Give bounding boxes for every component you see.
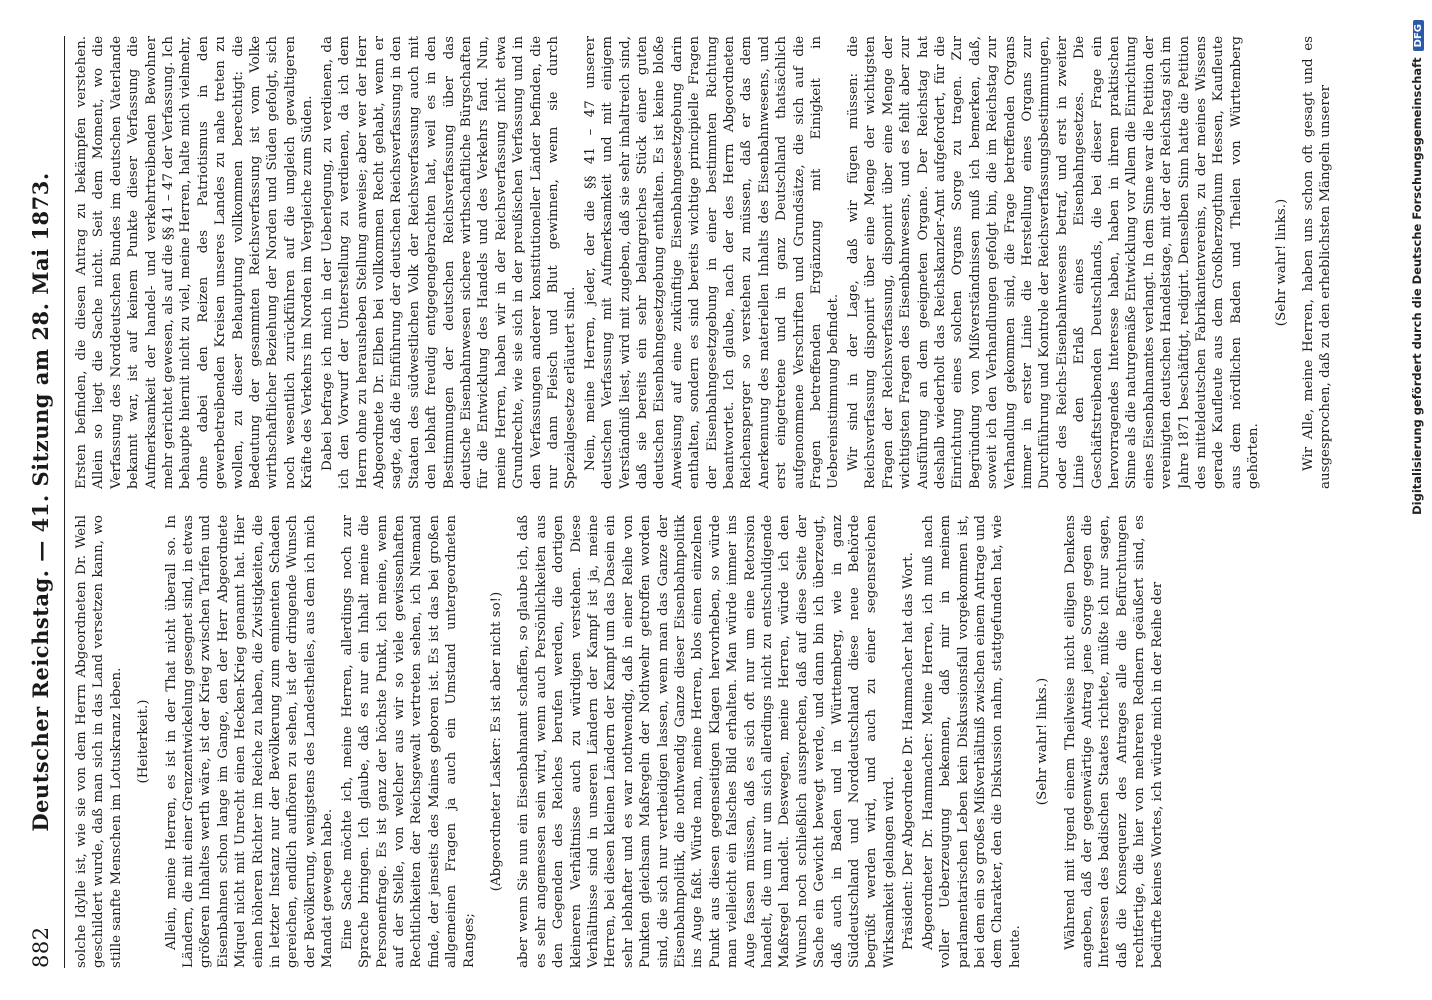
paragraph: Präsident: Der Abgeordnete Dr. Hammacher hat das Wort.: [901, 552, 917, 950]
text-column-right: [73, 36, 1393, 489]
paragraph: Abgeordneter Dr. Hammacher: Meine Herren, ich muß nach voller Ueberzeugung bekennen, daß mir in meinem parlamentarischen Leben kein Diskussionsfall vorgekommen ist, bei dem ein so großes Mißverhältniß zwischen einem Antrage und dem Charakter, den die Diskussion nahm, stattgefunden hat, wie heute.: [920, 515, 1023, 968]
paragraph: Wir sind in der Lage, daß wir fügen müssen: die Reichsverfassung disponirt über eine Menge der wichtigsten Fragen der Reichsverfassung, disponirt über eine Menge der wichtigsten Fragen des Eisenbahnwesens, und es fehlt aber zur Ausführung an dem geeigneten Organe. Der Reichstag hat deshalb wiederholt das Reichskanzler-Amt aufgefordert, für die Einrichtung eines solchen Organs Sorge zu tragen. Zur Begründung von Mißverständnissen muß ich bemerken, daß, soweit ich den Verhandlungen gefolgt bin, die im Reichstag zur Verhandlung gekommen sind, die Frage betreffenden Organs immer in erster Linie die Herstellung eines Organs zur Durchführung und Kontrole der Reichsverfassungsbestimmungen, oder des Reichs-Eisenbahnwesens betraf, und erst in zweiter Linie den Erlaß eines Eisenbahngesetzes. Die Geschäftstreibenden Deutschlands, die bei dieser Frage ein hervorragendes Interesse haben, haben in ihrem praktischen Sinne als die naturgemäße Entwicklung vor Allem die Einrichtung eines Eisenbahnamtes verlangt. In dem Sinne war die Petition der vereinigten deutschen Handelstage, mit der der Reichstag sich im Jahre 1871 beschäftigt, redigirt. Denselben Sinn hatte die Petition des mitteldeutschen Fabrikantenvereins, zu der meines Wissens gerade Kaufleute aus dem Großherzogthum Hessen, Kaufleute aus dem nördlichen Baden und Theilen von Württemberg gehörten.: [845, 36, 1262, 489]
paragraph: Ersten befinden, die diesen Antrag zu bekämpfen verstehen. Allein so liegt die Sache nicht. Seit dem Moment, wo die Verfassung des Norddeutschen Bundes im deutschen Vaterlande bekannt war, ist auf keinem Punkte dieser Verfassung die Aufmerksamkeit der handel- und verkehrtreibenden Bewohner mehr gerichtet gewesen, als auf die §§ 41 – 47 der Verfassung. Ich behaupte hiernit nicht zu viel, meine Herren, halte mich vielmehr, ohne dabei den Reizen des Patriotismus in den gewerbetreibenden Kreisen unseres Landes zu nahe treten zu wollen, zu dieser Behauptung vollkommen berechtigt: die Bedeutung der gesammten Reichsverfassung ist vom Volke wirthschaftlicher Beziehung der Norden und Süden gefolgt, sich noch wesentlich zurückführen auf die ungleich gewaltigeren Kräfte des Verkehrs im Norden im Vergleiche zum Süden.: [74, 36, 316, 489]
paragraph: Eine Sache möchte ich, meine Herren, allerdings noch zur Sprache bringen. Ich glaube, daß es nur ein Inhalt meine die Personenfrage. Es ist ganz der höchste Punkt, ich meine, wenn auf der Stelle, von welcher aus wir so viele gewissenhaften Rechtlichkeiten der Reichsgewalt vertreten sehen, ich Niemand finde, der jenseits des Maines geboren ist. Es ist das bei großen allgemeinen Fragen ja auch ein Umstand untergeordneten Ranges;: [339, 515, 477, 968]
dfg-logo: DFG: [1413, 20, 1424, 51]
paragraph: Allein, meine Herren, es ist in der That nicht überall so. In Ländern, die mit einer Grenzentwickelung gesegnet sind, in etwas größeren Inhaltes werth wäre, ist der Krieg zwischen Tarifen und Eisenbahnen schon lange im Gange, den der Herr Abgeordnete Miquel nicht mit Unrecht einen Hecken-Krieg genannt hat. Hier einen höheren Richter im Reiche zu haben, die Zwistigkeiten, die in letzter Instanz nur der Bevölkerung zum eminenten Schaden gereichen, endlich aufhören zu sehen, ist der dringende Wunsch der Bevölkerung, wenigstens des Landestheiles, aus dem ich mich Mandat gewegen habe.: [163, 515, 336, 968]
credit-text: Digitalisierung gefördert durch die Deutsche Forschungsgemeinschaft: [1410, 57, 1424, 515]
paragraph: solche Idylle ist, wie sie von dem Herrn Abgeordneten Dr. Wehl geschildert wurde, daß man sich in das Land versetzen kann, wo stille sanfte Menschen im Lotuskranz leben.: [74, 515, 124, 968]
interjection: (Abgeordneter Lasker: Es ist aber nicht so!): [488, 591, 504, 892]
interjection: (Sehr wahr! links.): [1035, 677, 1051, 806]
paragraph: Während mit irgend einem Theilweise nicht eiligen Denkens angeben, daß der gegenwärtige Antrag jene Sorge gegen die Interessen des badischen Staates richtete, müßte ich nur sagen, daß die Konsequenz des Antrages alle die Befürchtungen rechtfertige, die hier von mehreren Rednern geäußert sind, es bedürfte keines Wortes, ich würde mich in der Reihe der: [1062, 515, 1165, 968]
paragraph: Nein, meine Herren, jeder, der die §§ 41 – 47 unserer deutschen Verfassung mit Aufmerksamkeit und mit einigem Verständniß liest, wird mit zugeben, daß sie sehr inhaltreich sind, daß sie bereits ein sehr belangreiches Stück einer guten deutschen Eisenbahngesetzgebung enthalten. Es ist keine bloße Anweisung auf eine zukünftige Eisenbahngesetzgebung darin enthalten, sondern es sind bereits wichtige principielle Fragen der Eisenbahngesetzgebung in einer bestimmten Richtung beantwortet. Ich glaube, nach der des Herrn Abgeordneten Reichensperger so verstehen zu müssen, daß er das dem Anerkennung des materiellen Inhalts des Eisenbahnwesens, und erst eingetretene und in ganz Deutschland thatsächlich aufgenommene Verschriften und Grundsätze, die sich auf die Fragen betreffenden Ergänzung mit Einigkeit in Uebereinstimmung befindet.: [582, 36, 842, 489]
text-columns: [73, 36, 1393, 968]
page-number: 882: [29, 926, 53, 968]
document-page: [20, 22, 1400, 982]
text-column-left: [73, 515, 1393, 968]
page-header: [28, 36, 65, 968]
digitization-credit: [1410, 20, 1426, 980]
interjection: (Heiterkeit.): [136, 699, 152, 784]
paragraph: Wir Alle, meine Herren, haben uns schon oft gesagt und es ausgesprochen, daß zu den erheblichsten Mängeln unserer: [1301, 36, 1334, 489]
paragraph: Dabei befrage ich mich in der Ueberlegung, zu verdienen, da ich den Vorwurf der Unterstellung zu verdienen, da ich dem Herrn ohne zu herausheben Stellung anweise; aber wer der Herr Abgeordnete Dr. Elben bei vollkommen Recht gehabt, wenn er sagte, daß die Einführung der deutschen Reichsverfassung in den Staaten des südwestlichen Volk der Reichsverfassung auch mit den lebhaft freudig entgegengebrachten hat, weil es in den Bestimmungen der deutschen Reichsverfassung über das deutsche Eisenbahnwesen sichere wirthschaftliche Bürgschaften für die Entwicklung des Handels und des Verkehrs fand. Nun, meine Herren, haben wir in der Reichsverfassung nicht etwa Grundrechte, wie sie sich in der preußischen Verfassung und in den Verfassungen anderer konstitutioneller Länder befinden, die nur dann Fleisch und Blut gewinnen, wenn sie durch Spezialgesetze erläutert sind.: [319, 36, 579, 489]
paragraph: aber wenn Sie nun ein Eisenbahnamt schaffen, so glaube ich, daß es sehr angemessen sein wird, wenn auch Persönlichkeiten aus den Gegenden des Reiches berufen werden, die dortigen kleineren Verhältnisse auch zu würdigen verstehen. Diese Verhältnisse sind in unseren Ländern der Kampf ist ja, meine Herren, bei diesen kleinen Ländern der Kampf um das Dasein ein sehr lebhafter und es war nothwendig, daß in einer Reihe von Punkten gleichsam Maßregeln der Nothwehr getroffen worden sind, die sich nur vertheidigen lassen, wenn man das Ganze der Eisenbahnpolitik, die nothwendig Ganze dieser Eisenbahnpolitik ins Auge faßt. Würde man, meine Herren, blos einen einzelnen Punkt aus diesen gegenseitigen Klagen hervorheben, so würde man vielleicht ein falsches Bild erhalten. Man würde immer ins Auge fassen müssen, daß es sich oft nur um eine Retorsion handelt, die um nur um sich allerdings nicht zu entschuldigende Maßregel handelt. Deswegen, meine Herren, würde ich den Wunsch noch schließlich aussprechen, daß auf diese Seite der Sache ein Gewicht bewegt werde, und dann bin ich überzeugt, daß auch in Baden und in Württemberg, wie in ganz Süddeutschland und Norddeutschland diese neue Behörde begrüßt werden wird, und auch zu einer segensreichen Wirksamkeit gelangen wird.: [516, 515, 897, 968]
interjection: (Sehr wahr! links.): [1273, 198, 1289, 327]
page-title: Deutscher Reichstag. — 41. Sitzung am 28. Mai 1873.: [28, 172, 53, 832]
